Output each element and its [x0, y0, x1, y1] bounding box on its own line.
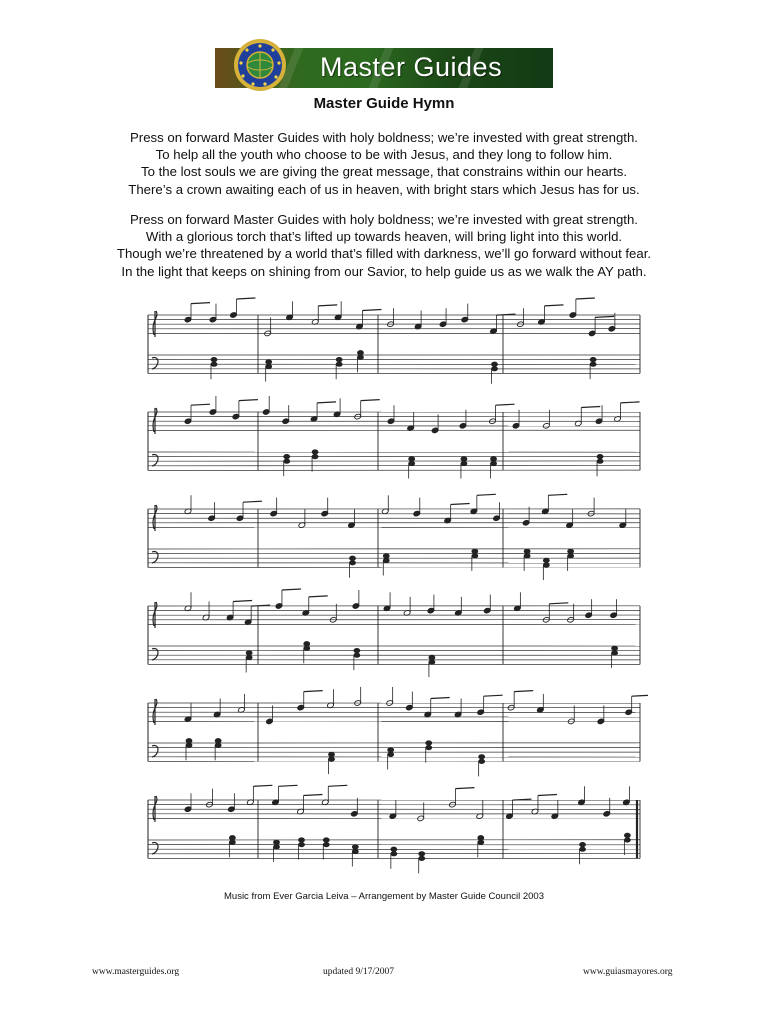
note-beam — [496, 404, 515, 405]
bass-note-head — [352, 845, 358, 849]
bass-note-head — [491, 457, 497, 461]
bass-note-head — [426, 745, 432, 749]
bass-clef-icon — [152, 358, 158, 369]
bass-note-head — [229, 840, 235, 844]
note-beam — [243, 501, 262, 502]
note-beam — [361, 400, 380, 401]
footer-website-link[interactable]: www.masterguides.org — [92, 967, 180, 977]
footer-updated-date: updated 9/17/2007 — [323, 967, 394, 977]
note-beam — [544, 305, 563, 306]
bass-note-head — [461, 457, 467, 461]
bass-note-head — [357, 355, 363, 359]
bass-note-head — [590, 362, 596, 366]
bass-note-head — [624, 838, 630, 842]
note-beam — [477, 494, 496, 495]
note-beam — [282, 589, 301, 590]
bass-note-head — [383, 558, 389, 562]
note-beam — [318, 305, 337, 306]
bass-note-head — [543, 558, 549, 562]
bass-note-head — [349, 556, 355, 560]
verse-1 — [0, 129, 768, 198]
banner-logo-text: Master Guides — [320, 52, 503, 82]
bass-note-head — [472, 554, 478, 558]
note-beam — [581, 407, 600, 408]
note-beam — [233, 601, 252, 602]
bass-note-head — [357, 351, 363, 355]
note-beam — [304, 795, 323, 796]
bass-note-head — [211, 357, 217, 361]
bass-note-head — [491, 362, 497, 366]
bass-note-head — [354, 648, 360, 652]
bass-note-head — [186, 743, 192, 747]
note-beam — [549, 603, 568, 604]
bass-clef-icon — [152, 843, 158, 854]
note-beam — [451, 504, 470, 505]
bass-note-head — [590, 357, 596, 361]
bass-note-head — [580, 842, 586, 846]
bass-note-head — [388, 748, 394, 752]
bass-note-head — [580, 847, 586, 851]
bass-note-head — [229, 836, 235, 840]
bass-note-head — [429, 655, 435, 659]
bass-note-head — [273, 845, 279, 849]
bass-clef-icon — [152, 455, 158, 466]
bass-note-head — [429, 660, 435, 664]
bass-note-head — [612, 651, 618, 655]
bass-note-head — [336, 357, 342, 361]
bass-note-head — [323, 838, 329, 842]
bass-note-head — [543, 563, 549, 567]
bass-note-head — [246, 655, 252, 659]
bass-note-head — [273, 840, 279, 844]
bass-note-head — [304, 646, 310, 650]
note-beam — [278, 785, 297, 786]
master-guide-emblem-icon — [233, 38, 287, 92]
bass-clef-icon — [152, 649, 158, 660]
bass-note-head — [284, 454, 290, 458]
footer-website-spanish-link[interactable]: www.guiasmayores.org — [583, 967, 673, 977]
bass-note-head — [612, 646, 618, 650]
note-beam — [455, 788, 474, 789]
bass-note-head — [312, 450, 318, 454]
note-beam — [621, 402, 640, 403]
verse-line: To help all the youth who choose to be with Jesus, and they long to follow him. — [155, 147, 613, 163]
bass-note-head — [409, 457, 415, 461]
bass-note-head — [524, 554, 530, 558]
bass-note-head — [491, 461, 497, 465]
bass-note-head — [215, 739, 221, 743]
bass-note-head — [391, 852, 397, 856]
bass-note-head — [409, 461, 415, 465]
bass-note-head — [336, 362, 342, 366]
note-beam — [239, 400, 258, 401]
bass-note-head — [568, 549, 574, 553]
note-beam — [576, 298, 595, 299]
note-beam — [538, 795, 557, 796]
bass-clef-icon — [152, 746, 158, 757]
bass-note-head — [299, 838, 305, 842]
bass-note-head — [246, 651, 252, 655]
note-beam — [236, 298, 255, 299]
bass-note-head — [304, 642, 310, 646]
bass-note-head — [299, 842, 305, 846]
note-beam — [632, 695, 648, 696]
bass-note-head — [478, 836, 484, 840]
bass-note-head — [354, 653, 360, 657]
bass-note-head — [383, 554, 389, 558]
bass-note-head — [491, 367, 497, 371]
bass-note-head — [419, 856, 425, 860]
verse-line: Press on forward Master Guides with holy boldness; we’re invested with great strength. — [130, 130, 638, 145]
bass-note-head — [568, 554, 574, 558]
bass-note-head — [597, 459, 603, 463]
note-beam — [191, 303, 210, 304]
sheet-music-score — [120, 293, 648, 885]
note-beam — [191, 404, 210, 405]
music-credit-caption: Music from Ever Garcia Leiva – Arrangement by Master Guide Council 2003 — [224, 891, 544, 902]
bass-note-head — [266, 360, 272, 364]
bass-note-head — [215, 743, 221, 747]
bass-note-head — [186, 739, 192, 743]
verse-line: In the light that keeps on shining from our Savior, to help guide us as we walk the AY path. — [121, 263, 647, 279]
note-beam — [328, 785, 347, 786]
hymn-title: Master Guide Hymn — [313, 95, 455, 112]
bass-note-head — [211, 362, 217, 366]
note-beam — [548, 494, 567, 495]
note-beam — [309, 596, 328, 597]
bass-note-head — [352, 849, 358, 853]
verse-line: Press on forward Master Guides with holy boldness; we’re invested with great strength. — [130, 212, 638, 227]
bass-note-head — [329, 752, 335, 756]
note-beam — [304, 691, 323, 692]
verse-line: With a glorious torch that’s lifted up towards heaven, will bring light into this world. — [145, 229, 623, 245]
bass-note-head — [323, 842, 329, 846]
bass-note-head — [284, 459, 290, 463]
verse-2 — [0, 211, 768, 280]
bass-note-head — [478, 840, 484, 844]
bass-note-head — [461, 461, 467, 465]
bass-note-head — [349, 561, 355, 565]
note-beam — [595, 316, 614, 317]
bass-note-head — [479, 755, 485, 759]
bass-note-head — [524, 549, 530, 553]
bass-clef-icon — [152, 552, 158, 563]
note-beam — [484, 695, 503, 696]
bass-note-head — [426, 741, 432, 745]
bass-note-head — [266, 364, 272, 368]
bass-note-head — [472, 549, 478, 553]
bass-note-head — [419, 852, 425, 856]
bass-note-head — [388, 752, 394, 756]
bass-note-head — [312, 454, 318, 458]
note-beam — [431, 698, 450, 699]
bass-note-head — [391, 847, 397, 851]
bass-note-head — [597, 454, 603, 458]
verse-line: There’s a crown awaiting each of us in heaven, with bright stars which Jesus has for us. — [128, 181, 640, 197]
note-beam — [317, 402, 336, 403]
note-beam — [514, 691, 533, 692]
bass-note-head — [624, 833, 630, 837]
verse-line: To the lost souls we are giving the great message, that constrains within our hearts. — [141, 164, 627, 180]
verse-line: Though we’re threatened by a world that’s filled with darkness, we’ll go forward without fear. — [116, 246, 652, 262]
note-beam — [362, 310, 381, 311]
note-beam — [253, 785, 272, 786]
bass-note-head — [329, 757, 335, 761]
bass-note-head — [479, 759, 485, 763]
